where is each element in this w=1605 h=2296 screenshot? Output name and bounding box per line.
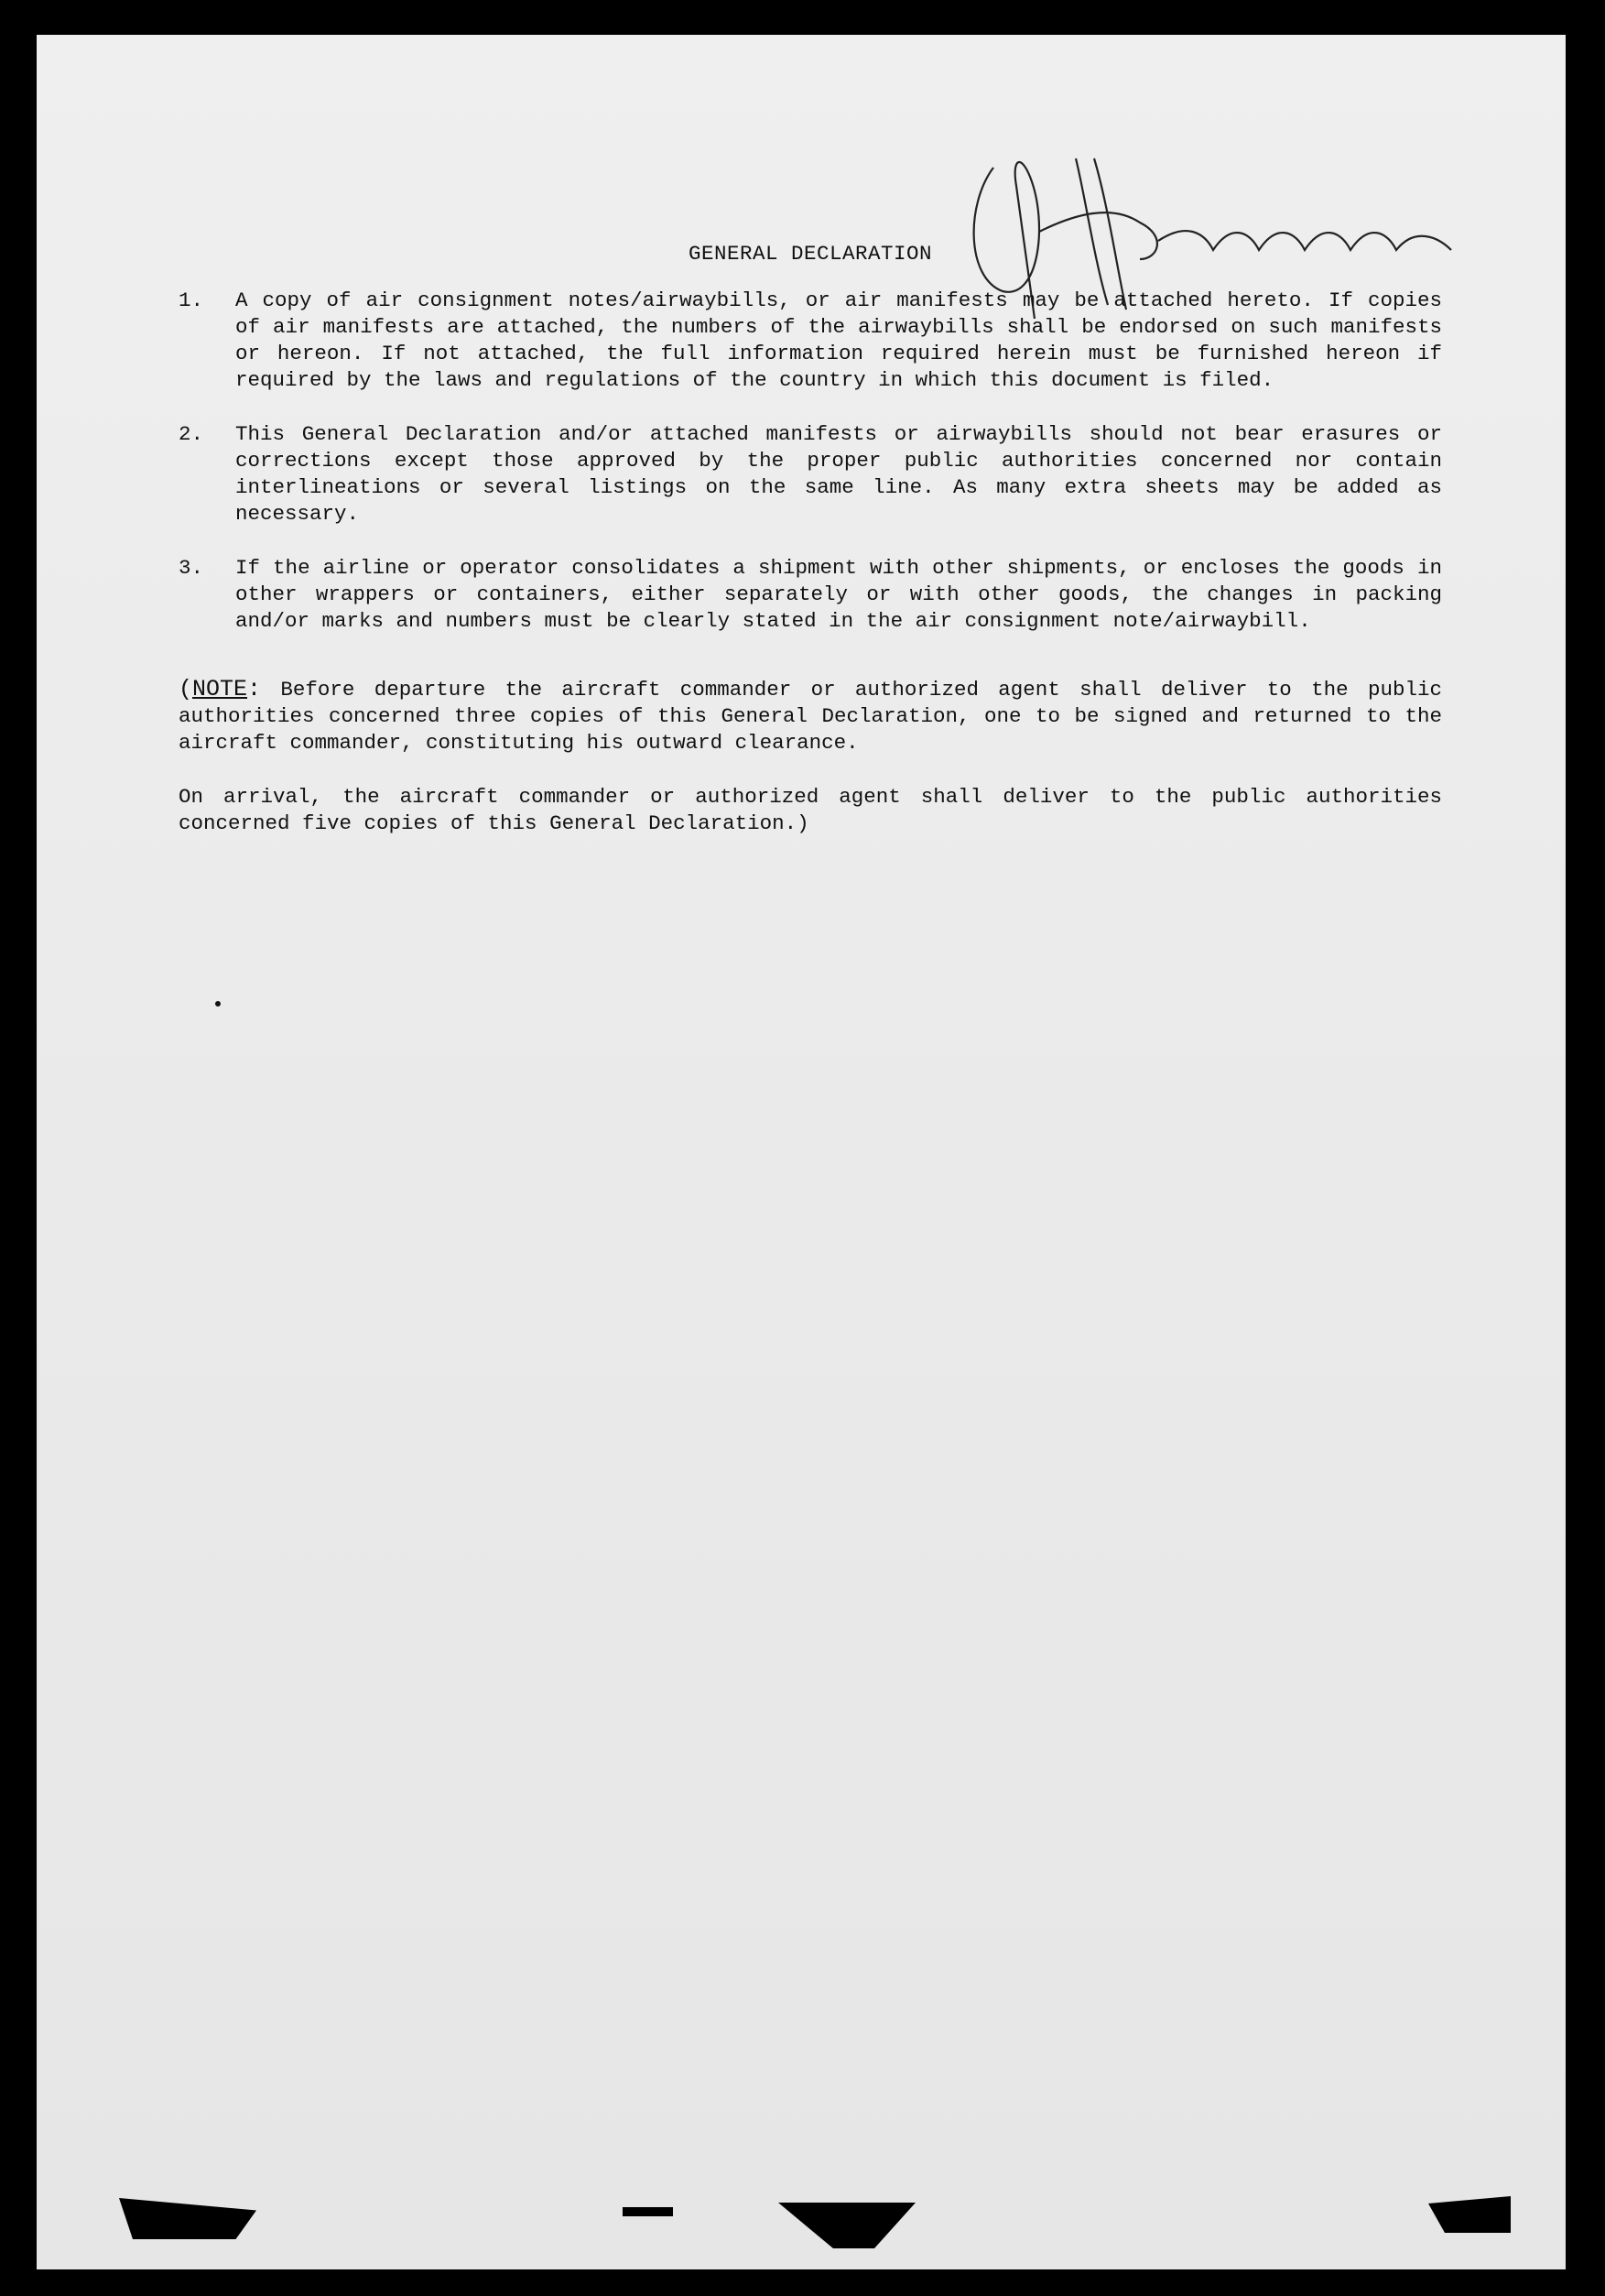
note-paragraph (179, 676, 1442, 756)
item-text: This General Declaration and/or attached manifests or airwaybills should not bear erasures or corrections except those approved by the proper public authorities concerned nor contain interlineations or several listings on the same line. As many extra sheets may be added as necessary. (235, 422, 1442, 526)
note-label-text: NOTE (192, 676, 248, 702)
scan-edge-mark (623, 2207, 673, 2216)
list-item (179, 288, 1442, 394)
item-number: 1. (179, 288, 204, 312)
arrival-paragraph: On arrival, the aircraft commander or authorized agent shall deliver to the public authorities concerned five copies of this General Declaration.) (179, 785, 1442, 835)
item-text: A copy of air consignment notes/airwaybills, or air manifests may be attached hereto. If copies of air manifests are attached, the numbers of the airwaybills shall be endorsed on such manifests or hereon. If not attached, the full information required herein must be furnished hereon if required by the laws and regulations of the country in which this document is filed. (235, 288, 1442, 392)
declaration-body (179, 241, 1442, 837)
document-page (37, 35, 1566, 2269)
list-item (179, 555, 1442, 635)
note-text: Before departure the aircraft commander or authorized agent shall deliver to the public authorities concerned three copies of this General Declaration, one to be signed and returned to the aircraft commander, constituting his outward clearance. (179, 678, 1442, 755)
note-label (192, 676, 247, 702)
item-text: If the airline or operator consolidates a shipment with other shipments, or encloses the goods in other wrappers or containers, either separately or with other goods, the changes in packing and/or marks and numbers must be clearly stated in the air consignment note/airwaybill. (235, 556, 1442, 633)
note-colon: : (247, 676, 262, 702)
page-title: GENERAL DECLARATION (688, 242, 933, 266)
stray-mark (215, 1001, 221, 1007)
item-number: 3. (179, 556, 204, 580)
item-number: 2. (179, 422, 204, 446)
note-open-paren: ( (179, 676, 193, 702)
list-item (179, 421, 1442, 528)
